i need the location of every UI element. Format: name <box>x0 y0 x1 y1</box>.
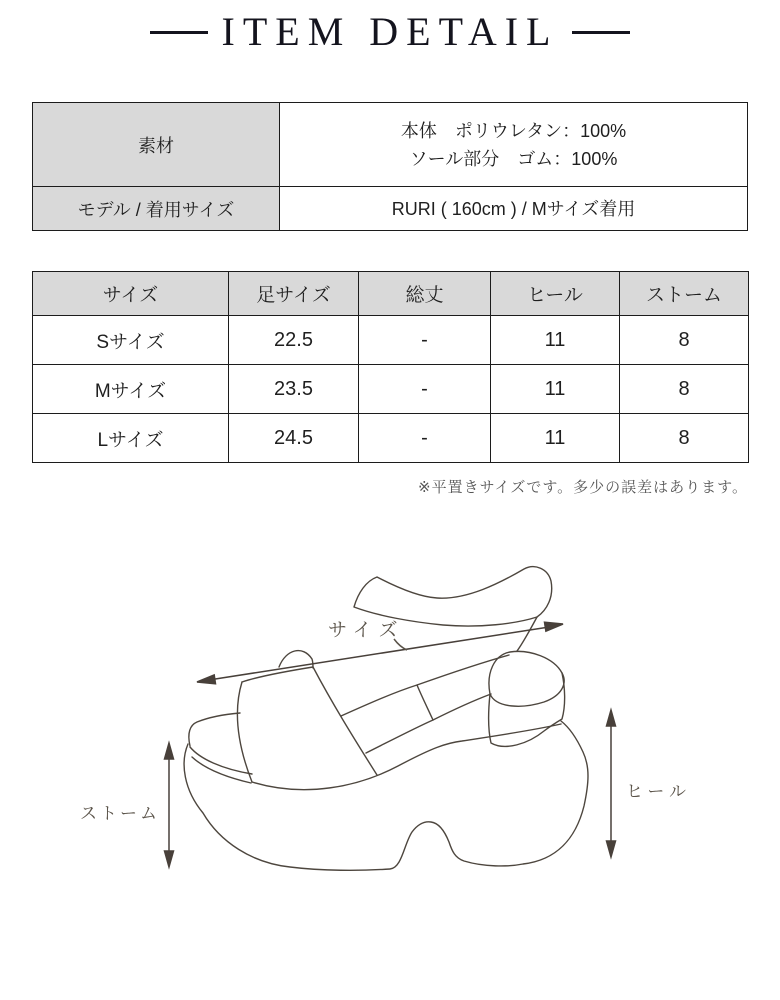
size-table-header-row <box>33 272 749 316</box>
table-row <box>33 103 748 187</box>
spec-value-line: RURI ( 160cm ) / Mサイズ着用 <box>391 198 636 219</box>
spec-value-material <box>280 103 748 187</box>
size-cell: 22.5 <box>229 316 359 365</box>
heel-arrow <box>607 710 616 857</box>
size-cell: 11 <box>491 365 620 414</box>
page-title: ITEM DETAIL <box>221 9 559 54</box>
size-cell: Lサイズ <box>33 414 229 463</box>
size-cell: 11 <box>491 316 620 365</box>
storm-measure-label: ストーム <box>80 804 160 823</box>
size-table <box>32 271 749 463</box>
size-cell: 11 <box>491 414 620 463</box>
size-cell: 8 <box>620 414 749 463</box>
table-row <box>33 365 749 414</box>
column-header: ストーム <box>620 272 749 316</box>
spec-value-line: 本体 ポリウレタン：100% <box>400 120 627 141</box>
size-cell: - <box>359 414 491 463</box>
header-right-dash <box>572 31 630 34</box>
size-cell: Sサイズ <box>33 316 229 365</box>
size-cell: 24.5 <box>229 414 359 463</box>
page-header <box>0 0 780 54</box>
column-header: サイズ <box>33 272 229 316</box>
spec-label-material: 素材 <box>33 103 280 187</box>
column-header: 総丈 <box>359 272 491 316</box>
size-measure-label: サイズ <box>328 620 405 641</box>
sandal-drawing <box>60 545 720 965</box>
size-cell: 23.5 <box>229 365 359 414</box>
size-cell: - <box>359 365 491 414</box>
size-cell: 8 <box>620 316 749 365</box>
heel-measure-label: ヒール <box>626 782 691 801</box>
table-row <box>33 187 748 231</box>
spec-table <box>32 102 748 231</box>
spec-value-model <box>280 187 748 231</box>
measurement-note: ※平置きサイズです。多少の誤差はあります。 <box>418 479 748 496</box>
sandal-diagram <box>60 545 720 965</box>
table-row <box>33 414 749 463</box>
table-row <box>33 316 749 365</box>
spec-value-line: ソール部分 ゴム：100% <box>409 148 618 169</box>
size-cell: 8 <box>620 365 749 414</box>
header-left-dash <box>150 31 208 34</box>
size-cell: Mサイズ <box>33 365 229 414</box>
spec-label-model: モデル / 着用サイズ <box>33 187 280 231</box>
column-header: ヒール <box>491 272 620 316</box>
storm-arrow <box>165 743 174 867</box>
size-cell: - <box>359 316 491 365</box>
column-header: 足サイズ <box>229 272 359 316</box>
